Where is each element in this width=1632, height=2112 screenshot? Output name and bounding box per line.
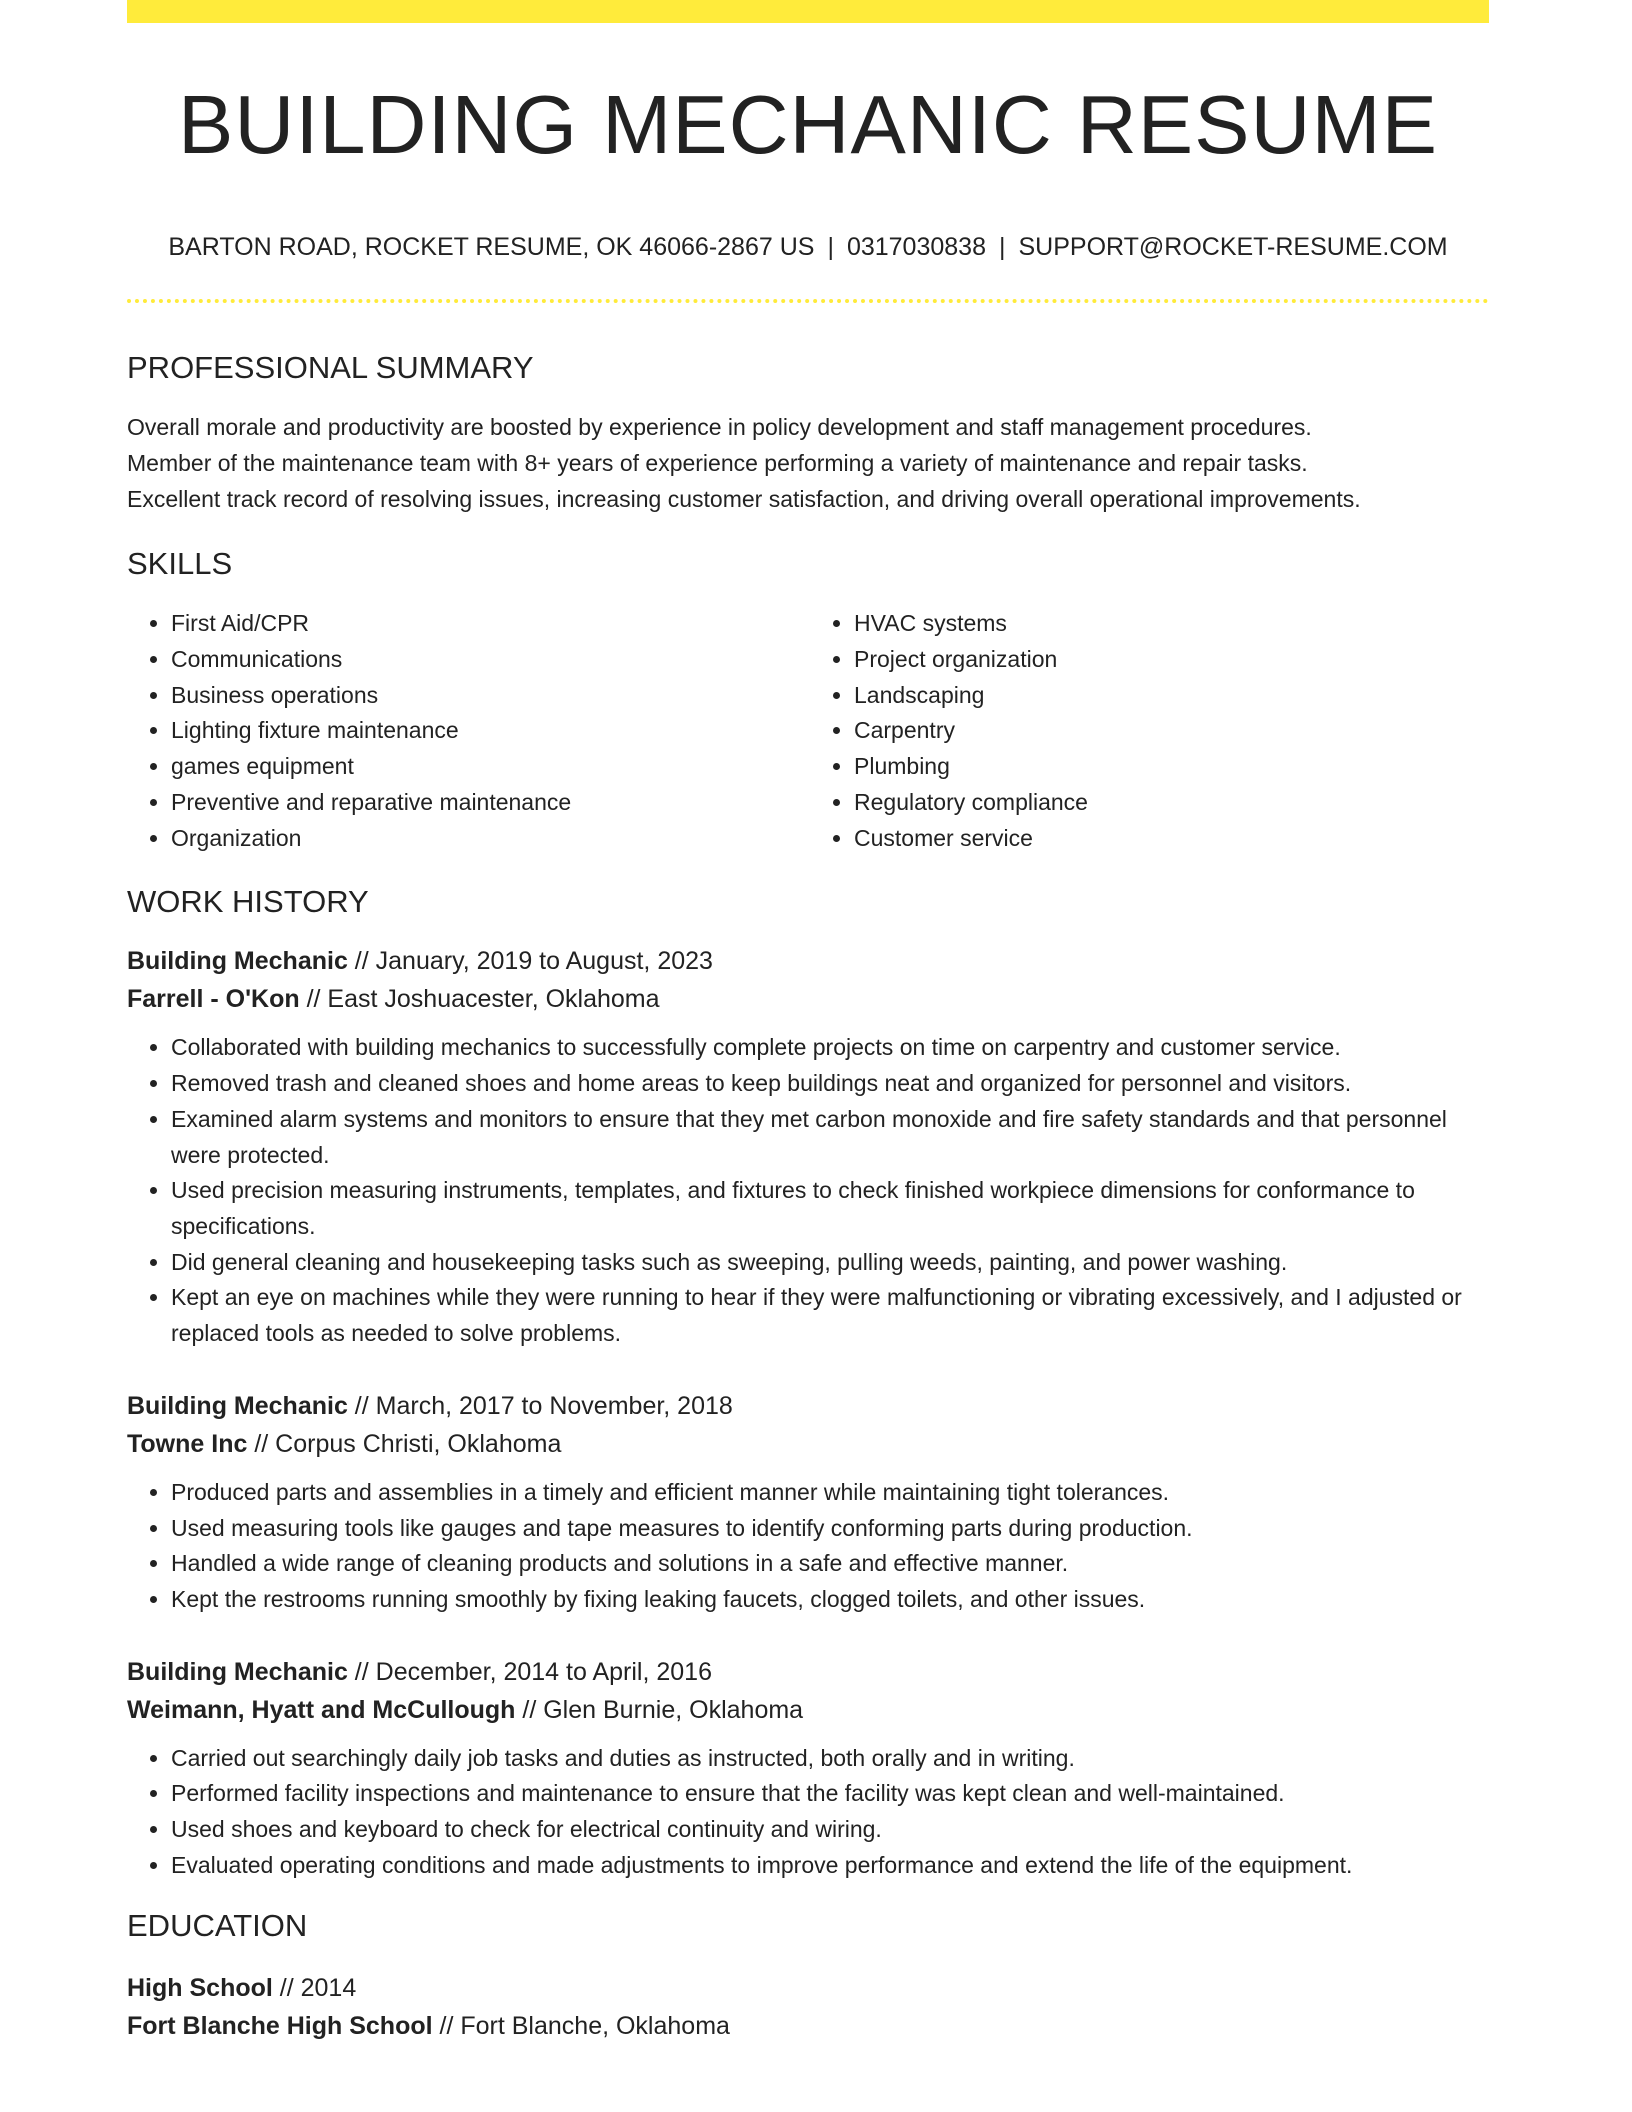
education-school: Fort Blanche High School xyxy=(127,2011,433,2040)
skill-item: • Project organization xyxy=(854,642,1489,678)
job-bullet: • Produced parts and assemblies in a timely and efficient manner while maintaining tight tolerances. xyxy=(171,1475,1489,1511)
job-bullet: • Collaborated with building mechanics to successfully complete projects on time on carpentry and customer service. xyxy=(171,1030,1489,1066)
summary-line: Member of the maintenance team with 8+ years of experience performing a variety of maintenance and repair tasks. xyxy=(127,450,1308,477)
education-degree: High School xyxy=(127,1973,273,2002)
job-bullet: • Kept an eye on machines while they were running to hear if they were malfunctioning or vibrating excessively, and I adjusted or replaced tools as needed to solve problems. xyxy=(171,1280,1489,1351)
job-bullet: • Carried out searchingly daily job tasks and duties as instructed, both orally and in writing. xyxy=(171,1741,1489,1777)
job-bullets xyxy=(127,1741,1489,1884)
job-title-line xyxy=(127,1387,1489,1425)
job-dates: // March, 2017 to November, 2018 xyxy=(347,1391,733,1420)
contact-separator: | xyxy=(827,233,834,261)
skill-item: • Communications xyxy=(171,642,808,678)
contact-line xyxy=(127,232,1489,262)
resume-title: BUILDING MECHANIC RESUME xyxy=(178,78,1438,171)
section-heading-skills: SKILLS xyxy=(127,546,233,582)
job-company: Farrell - O'Kon xyxy=(127,985,300,1014)
skill-item: • Business operations xyxy=(171,678,808,714)
job-title: Building Mechanic xyxy=(127,1657,348,1686)
job-bullet: • Removed trash and cleaned shoes and home areas to keep buildings neat and organized for personnel and visitors. xyxy=(171,1066,1489,1102)
job-entry xyxy=(127,1387,1489,1618)
skill-item: • Carpentry xyxy=(854,713,1489,749)
job-location: // East Joshuacester, Oklahoma xyxy=(299,985,660,1014)
section-heading-work-history: WORK HISTORY xyxy=(127,884,369,920)
skill-item: • Customer service xyxy=(854,821,1489,857)
job-title-line xyxy=(127,942,1489,980)
accent-top-bar xyxy=(127,0,1489,23)
job-entry xyxy=(127,1653,1489,1884)
education-entry xyxy=(127,1969,1489,2045)
job-bullet: • Evaluated operating conditions and made adjustments to improve performance and extend the life of the equipment. xyxy=(171,1848,1489,1884)
job-company: Weimann, Hyatt and McCullough xyxy=(127,1695,516,1724)
skill-item: • Plumbing xyxy=(854,749,1489,785)
skills-list xyxy=(127,606,1489,856)
skill-item: • Regulatory compliance xyxy=(854,785,1489,821)
skill-item: • HVAC systems xyxy=(854,606,1489,642)
job-entry xyxy=(127,942,1489,1351)
contact-email: SUPPORT@ROCKET-RESUME.COM xyxy=(1018,233,1448,261)
job-company-line xyxy=(127,1691,1489,1729)
job-company-line xyxy=(127,980,1489,1018)
section-heading-summary: PROFESSIONAL SUMMARY xyxy=(127,350,534,385)
job-bullet: • Performed facility inspections and maintenance to ensure that the facility was kept clean and well-maintained. xyxy=(171,1776,1489,1812)
education-school-line xyxy=(127,2007,1489,2045)
job-bullet: • Used precision measuring instruments, templates, and fixtures to check finished workpiece dimensions for conformance to specifications. xyxy=(171,1173,1489,1244)
job-company: Towne Inc xyxy=(127,1429,248,1458)
skill-item: • Organization xyxy=(171,821,808,857)
job-bullets xyxy=(127,1475,1489,1618)
education-year: // 2014 xyxy=(272,1973,357,2002)
job-location: // Corpus Christi, Oklahoma xyxy=(247,1429,562,1458)
dotted-divider xyxy=(127,299,1489,303)
skill-item: • Lighting fixture maintenance xyxy=(171,713,808,749)
summary-line: Excellent track record of resolving issues, increasing customer satisfaction, and driving overall operational improvements. xyxy=(127,486,1361,513)
job-title: Building Mechanic xyxy=(127,1391,348,1420)
contact-phone: 0317030838 xyxy=(846,233,986,261)
skill-item: • Preventive and reparative maintenance xyxy=(171,785,808,821)
job-bullet: • Handled a wide range of cleaning products and solutions in a safe and effective manner. xyxy=(171,1546,1489,1582)
job-title: Building Mechanic xyxy=(127,947,348,976)
contact-address: BARTON ROAD, ROCKET RESUME, OK 46066-2867 US xyxy=(168,233,815,261)
skill-item: • First Aid/CPR xyxy=(171,606,808,642)
skill-item: • Landscaping xyxy=(854,678,1489,714)
contact-separator: | xyxy=(998,233,1006,261)
job-dates: // December, 2014 to April, 2016 xyxy=(347,1657,712,1686)
summary-line: Overall morale and productivity are boosted by experience in policy development and staff management procedures. xyxy=(127,414,1312,441)
job-location: // Glen Burnie, Oklahoma xyxy=(515,1695,804,1724)
education-degree-line xyxy=(127,1969,1489,2007)
skills-column-right xyxy=(808,606,1489,856)
job-title-line xyxy=(127,1653,1489,1691)
section-heading-education: EDUCATION xyxy=(127,1908,308,1944)
job-dates: // January, 2019 to August, 2023 xyxy=(347,947,713,976)
job-bullet: • Used measuring tools like gauges and tape measures to identify conforming parts during production. xyxy=(171,1511,1489,1547)
job-bullet: • Used shoes and keyboard to check for electrical continuity and wiring. xyxy=(171,1812,1489,1848)
job-company-line xyxy=(127,1425,1489,1463)
resume-page xyxy=(127,0,1489,2045)
skill-item: • games equipment xyxy=(171,749,808,785)
education-location: // Fort Blanche, Oklahoma xyxy=(432,2011,730,2040)
job-bullet: • Kept the restrooms running smoothly by fixing leaking faucets, clogged toilets, and other issues. xyxy=(171,1582,1489,1618)
skills-column-left xyxy=(127,606,808,856)
job-bullet: • Examined alarm systems and monitors to ensure that they met carbon monoxide and fire safety standards and that personnel were protected. xyxy=(171,1102,1489,1173)
summary-text xyxy=(127,409,1489,517)
job-bullet: • Did general cleaning and housekeeping tasks such as sweeping, pulling weeds, painting, and power washing. xyxy=(171,1245,1489,1281)
job-bullets xyxy=(127,1030,1489,1351)
